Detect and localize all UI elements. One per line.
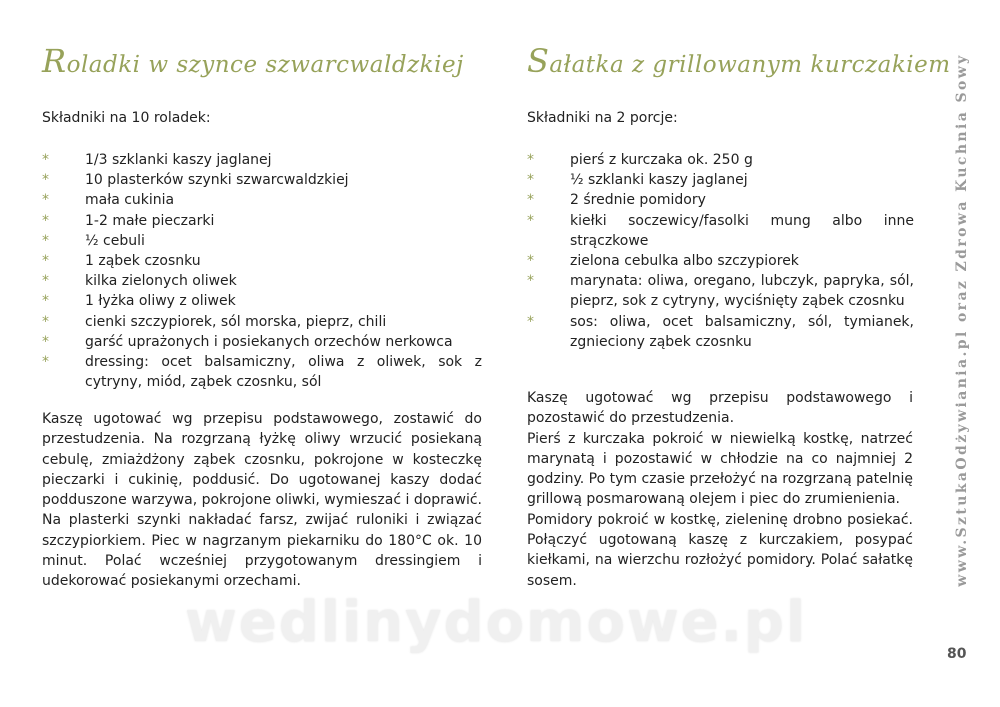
bullet-asterisk: * — [42, 172, 49, 189]
ingredient-text: ½ cebuli — [85, 232, 145, 249]
ingredient-item — [42, 170, 482, 190]
page-number: 80 — [947, 646, 967, 662]
ingredient-item — [527, 312, 914, 352]
bullet-asterisk: * — [42, 333, 49, 350]
right-title-rest: ałatka z grillowanym kurczakiem — [549, 52, 951, 78]
bullet-asterisk: * — [42, 313, 49, 330]
method-paragraph: Pomidory pokroić w kostkę, zieleninę drobno posiekać. Połączyć ugotowaną kaszę z kurczakiem, posypać kiełkami, na wierzchu rozłożyć pomidory. Polać sałatkę sosem. — [527, 511, 913, 589]
bullet-asterisk: * — [42, 253, 49, 270]
ingredient-item — [42, 150, 482, 170]
bullet-asterisk: * — [527, 273, 534, 290]
right-recipe-title — [527, 42, 951, 80]
ingredient-item — [42, 211, 482, 231]
right-method-text — [527, 388, 913, 591]
ingredient-text: 1 łyżka oliwy z oliwek — [85, 293, 236, 310]
ingredient-text: mała cukinia — [85, 192, 175, 209]
bullet-asterisk: * — [527, 172, 534, 189]
right-ingredients-list — [527, 150, 914, 352]
bullet-asterisk: * — [527, 313, 534, 330]
ingredient-item — [42, 332, 482, 352]
ingredient-item — [527, 170, 914, 190]
ingredient-text: 1/3 szklanki kaszy jaglanej — [85, 152, 272, 168]
right-ingredients-heading: Składniki na 2 porcje: — [527, 110, 678, 126]
ingredient-item — [527, 150, 914, 170]
bullet-asterisk: * — [42, 293, 49, 310]
ingredient-item — [42, 312, 482, 332]
ingredient-text: 2 średnie pomidory — [570, 192, 706, 209]
ingredient-item — [42, 190, 482, 210]
ingredient-item — [42, 251, 482, 271]
ingredient-item — [527, 211, 914, 251]
ingredient-item — [527, 251, 914, 271]
bullet-asterisk: * — [527, 212, 534, 229]
bullet-asterisk: * — [42, 273, 49, 290]
left-recipe-title — [42, 42, 464, 80]
bullet-asterisk: * — [42, 192, 49, 209]
method-paragraph: Pierś z kurczaka pokroić w niewielką kostkę, natrzeć marynatą i pozostawić w chłodzie na co najmniej 2 godziny. Po tym czasie przełożyć na rozgrzaną patelnię grillową posmarowaną olejem i piec do zrumienienia. — [527, 430, 913, 508]
bullet-asterisk: * — [42, 152, 49, 168]
ingredient-text: kilka zielonych oliwek — [85, 273, 237, 290]
bullet-asterisk: * — [42, 212, 49, 229]
left-title-rest: oladki w szynce szwarcwaldzkiej — [66, 52, 464, 78]
sidebar-text: www.SztukaOdżywiania.pl oraz Zdrowa Kuchnia Sowy — [954, 53, 970, 587]
ingredient-text: garść uprażonych i posiekanych orzechów nerkowca — [85, 333, 453, 350]
ingredient-text: marynata: oliwa, oregano, lubczyk, papryka, sól, pieprz, sok z cytryny, wyciśnięty ząbek czosnku — [570, 273, 914, 310]
bullet-asterisk: * — [42, 354, 49, 371]
ingredient-item — [42, 271, 482, 291]
ingredient-item — [42, 231, 482, 251]
ingredient-text: kiełki soczewicy/fasolki mung albo inne strączkowe — [570, 212, 914, 249]
ingredient-text: 1 ząbek czosnku — [85, 253, 201, 270]
ingredient-item — [42, 352, 482, 392]
ingredient-text: sos: oliwa, ocet balsamiczny, sól, tymianek, zgnieciony ząbek czosnku — [570, 313, 914, 350]
ingredient-text: cienki szczypiorek, sól morska, pieprz, chili — [85, 313, 387, 330]
ingredient-text: dressing: ocet balsamiczny, oliwa z oliwek, sok z cytryny, miód, ząbek czosnku, sól — [85, 354, 482, 391]
bullet-asterisk: * — [527, 192, 534, 209]
method-paragraph: Kaszę ugotować wg przepisu podstawowego, zostawić do przestudzenia. Na rozgrzaną łyżkę oliwy wrzucić posiekaną cebulę, zmiażdżony ząbek czosnku, pokrojone w kosteczkę pieczarki i cukinię, poddusić. Do ugotowanej kaszy dodać podduszone warzywa, pokrojone oliwki, wymieszać i doprawić. Na plasterki szynki nakładać farsz, zwijać ruloniki i związać szczypiorkiem. Piec w nagrzanym piekarniku do 180°C ok. 10 minut. Polać wcześniej przygotowanym dressingiem i udekorować posiekanymi orzechami. — [42, 411, 482, 590]
ingredient-text: 1-2 małe pieczarki — [85, 212, 215, 229]
left-ingredients-list — [42, 150, 482, 392]
bullet-asterisk: * — [527, 253, 534, 270]
ingredient-text: pierś z kurczaka ok. 250 g — [570, 152, 753, 168]
left-title-initial: R — [42, 42, 67, 80]
left-ingredients-heading: Składniki na 10 roladek: — [42, 110, 211, 126]
watermark: wedlinydomowe.pl — [185, 590, 808, 655]
method-paragraph: Kaszę ugotować wg przepisu podstawowego i pozostawić do przestudzenia. — [527, 390, 913, 427]
bullet-asterisk: * — [42, 232, 49, 249]
ingredient-text: 10 plasterków szynki szwarcwaldzkiej — [85, 172, 349, 189]
right-title-initial: S — [527, 42, 550, 80]
ingredient-item — [527, 271, 914, 311]
ingredient-item — [527, 190, 914, 210]
ingredient-text: ½ szklanki kaszy jaglanej — [570, 172, 748, 189]
ingredient-item — [42, 291, 482, 311]
left-method-text — [42, 409, 482, 592]
ingredient-text: zielona cebulka albo szczypiorek — [570, 253, 799, 270]
sidebar-website-credit — [942, 20, 982, 620]
bullet-asterisk: * — [527, 152, 534, 168]
